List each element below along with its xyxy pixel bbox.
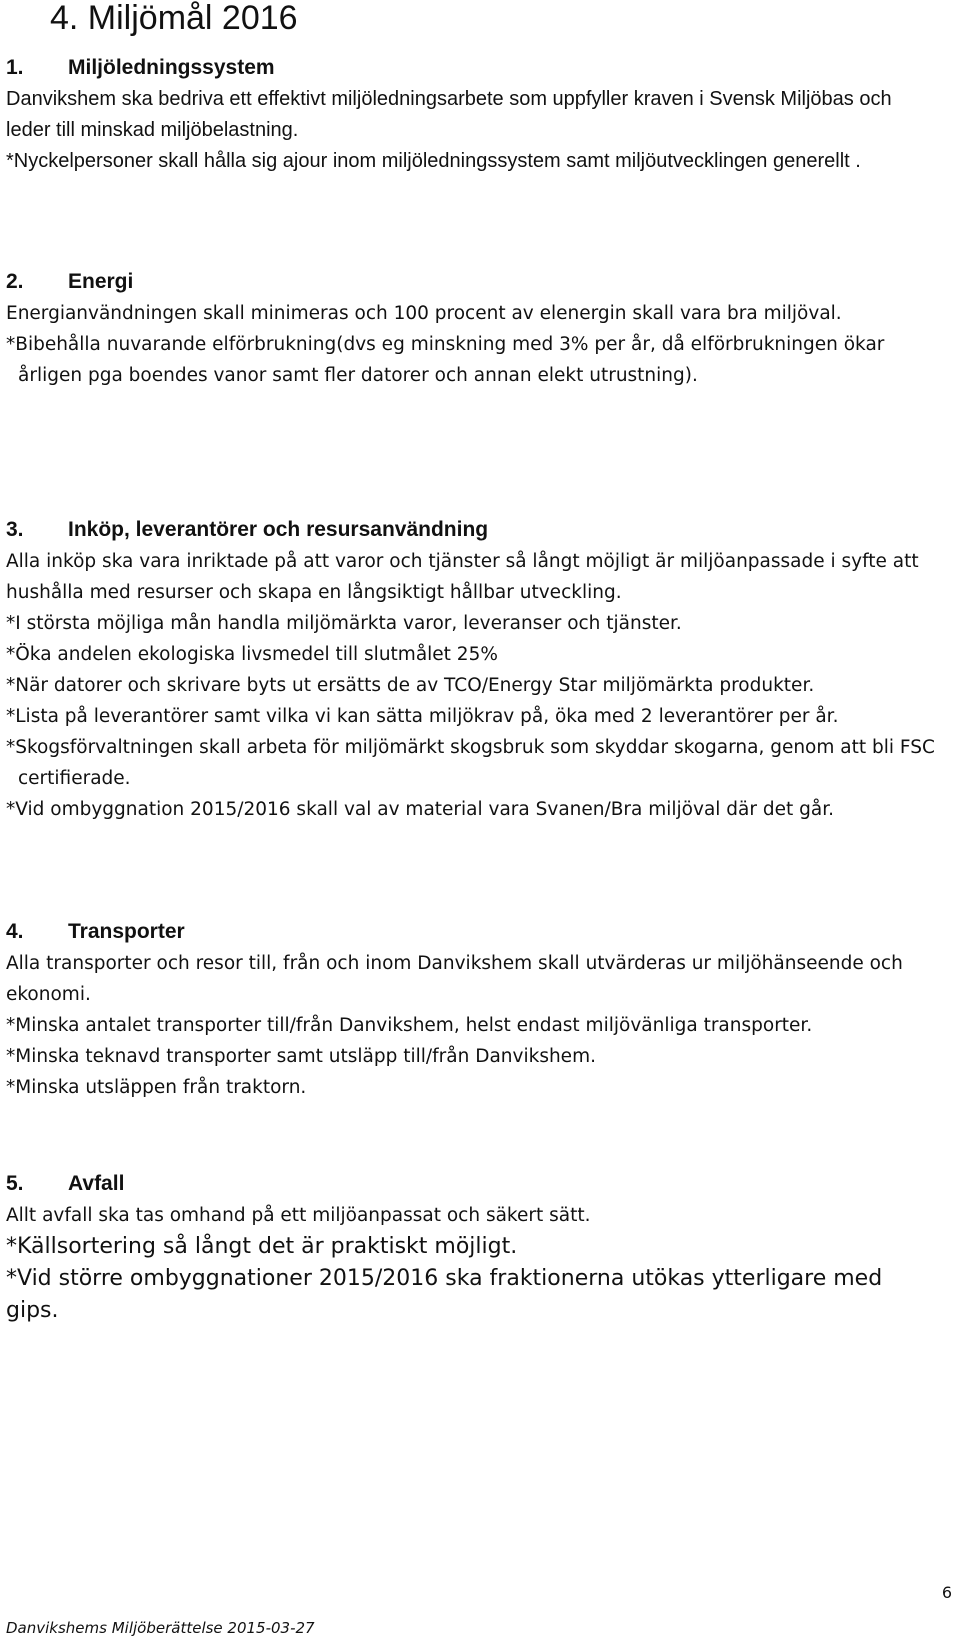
paragraph: Alla transporter och resor till, från och inom Danvikshem skall utvärderas ur miljöhänseende och ekonomi. [6,953,903,1005]
paragraph: *Minska teknavd transporter samt utsläpp till/från Danvikshem. [6,1046,596,1067]
section-energi [6,266,940,391]
paragraph: Danvikshem ska bedriva ett effektivt miljöledningsarbete som uppfyller kraven i Svensk Miljöbas och leder till minskad miljöbelastning. [6,88,892,141]
paragraph: Allt avfall ska tas omhand på ett miljöanpassat och säkert sätt. [6,1205,591,1226]
section-heading [6,514,940,546]
section-number: 5. [6,1172,24,1195]
paragraph: Alla inköp ska vara inriktade på att varor och tjänster så långt möjligt är miljöanpassade i syfte att hushålla med resurser och skapa en långsiktigt hållbar utveckling. [6,551,919,603]
paragraph: *När datorer och skrivare byts ut ersätts de av TCO/Energy Star miljömärkta produkter. [6,675,815,696]
section-title: Avfall [68,1172,125,1195]
section-number: 3. [6,518,24,541]
section-inkop [6,514,940,825]
section-number: 4. [6,920,24,943]
section-title: Inköp, leverantörer och resursanvändning [68,518,489,541]
section-title: Energi [68,270,134,293]
page-title: 4. Miljömål 2016 [50,0,298,37]
section-heading [6,266,940,298]
section-avfall [6,1168,940,1327]
paragraph: Energianvändningen skall minimeras och 100 procent av elenergin skall vara bra miljöval. [6,303,842,324]
section-transporter [6,916,940,1103]
section-title: Miljöledningssystem [68,56,275,79]
paragraph: *I största möjliga mån handla miljömärkta varor, leveranser och tjänster. [6,613,682,634]
page-footer: Danvikshems Miljöberättelse 2015-03-27 [6,1619,315,1637]
paragraph: *Vid större ombyggnationer 2015/2016 ska fraktionerna utökas ytterligare med gips. [6,1266,883,1323]
section-heading [6,1168,940,1200]
paragraph: *Skogsförvaltningen skall arbeta för miljömärkt skogsbruk som skyddar skogarna, genom att bli FSC certifierade. [6,737,935,789]
paragraph: *Källsortering så långt det är praktiskt möjligt. [6,1234,518,1259]
section-heading [6,52,940,84]
paragraph: *Minska antalet transporter till/från Danvikshem, helst endast miljövänliga transporter. [6,1015,813,1036]
section-number: 2. [6,270,24,293]
section-miljoledningssystem [6,52,940,177]
paragraph: *Öka andelen ekologiska livsmedel till slutmålet 25% [6,644,498,665]
paragraph: *Bibehålla nuvarande elförbrukning(dvs eg minskning med 3% per år, då elförbrukningen ökar årligen pga boendes vanor samt fler datorer och annan elekt utrustning). [6,334,885,386]
paragraph: *Vid ombyggnation 2015/2016 skall val av material vara Svanen/Bra miljöval där det går. [6,799,835,820]
paragraph: *Lista på leverantörer samt vilka vi kan sätta miljökrav på, öka med 2 leverantörer per år. [6,706,839,727]
paragraph: *Nyckelpersoner skall hålla sig ajour inom miljöledningssystem samt miljöutvecklingen generellt . [6,150,861,172]
section-title: Transporter [68,920,185,943]
section-number: 1. [6,56,24,79]
paragraph: *Minska utsläppen från traktorn. [6,1077,307,1098]
page-number: 6 [941,1583,952,1602]
section-heading [6,916,940,948]
